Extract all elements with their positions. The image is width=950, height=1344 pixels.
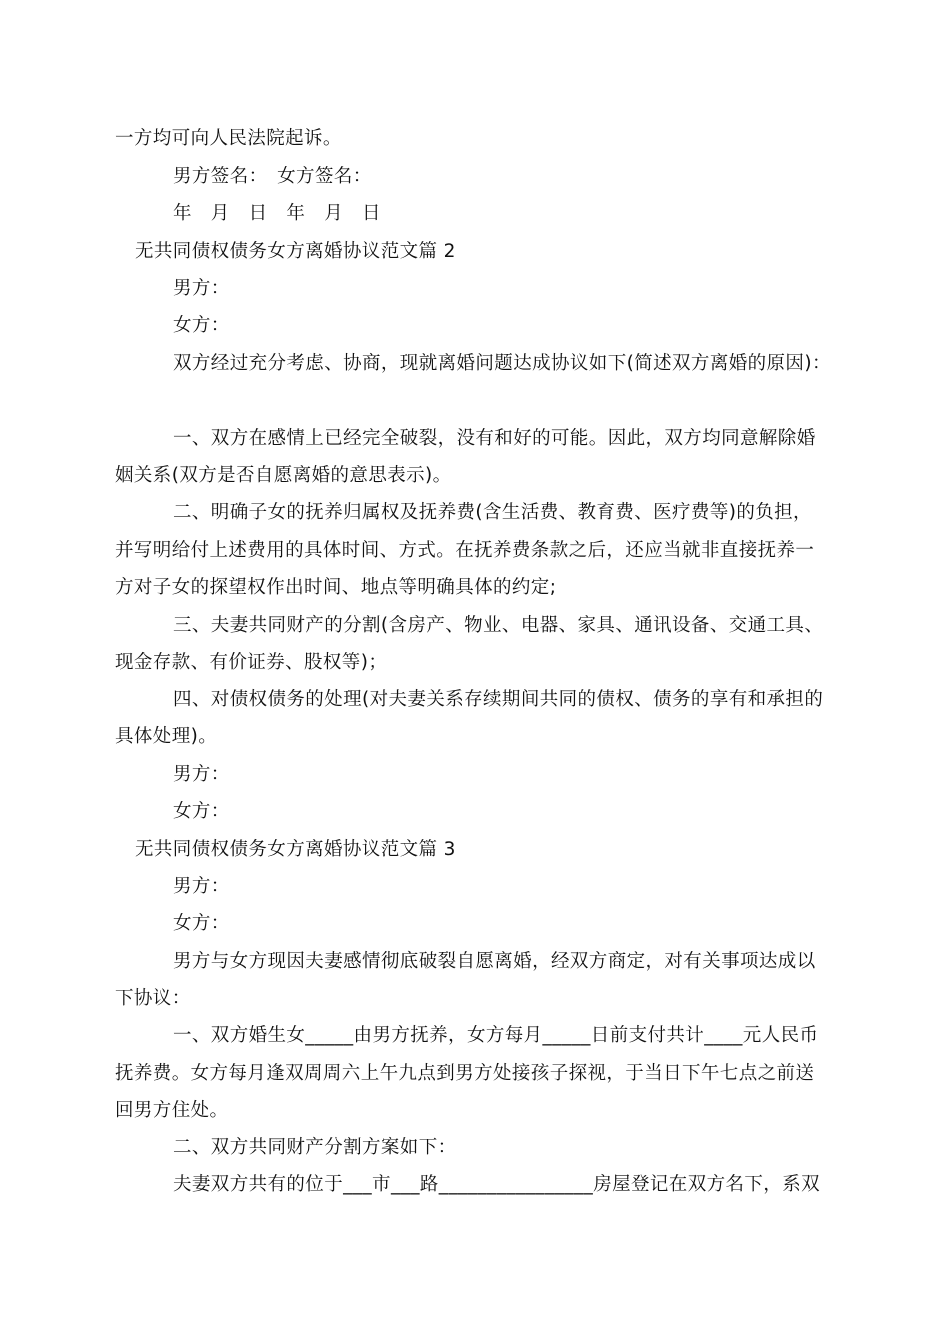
paragraph-line: 二、双方共同财产分割方案如下： <box>173 1137 457 1158</box>
wife-label: 女方： <box>173 913 230 934</box>
paragraph-line: 回男方住处。 <box>115 1100 229 1121</box>
paragraph-line: 夫妻双方共有的位于___市___路________________房屋登记在双方名下，系双 <box>173 1174 821 1195</box>
husband-label: 男方： <box>173 876 230 897</box>
paragraph-line: 双方经过充分考虑、协商，现就离婚问题达成协议如下(简述双方离婚的原因)： <box>173 353 831 374</box>
paragraph-line: 具体处理)。 <box>115 726 218 747</box>
paragraph-line: 二、明确子女的抚养归属权及抚养费(含生活费、教育费、医疗费等)的负担， <box>173 502 812 523</box>
paragraph-line: 姻关系(双方是否自愿离婚的意思表示)。 <box>115 465 452 486</box>
text-line: 一方均可向人民法院起诉。 <box>115 128 342 149</box>
wife-label: 女方： <box>173 801 230 822</box>
date-line: 年 月 日 年 月 日 <box>173 203 381 224</box>
wife-label: 女方： <box>173 315 230 336</box>
paragraph-line: 并写明给付上述费用的具体时间、方式。在抚养费条款之后，还应当就非直接抚养一 <box>115 540 815 561</box>
paragraph-line: 男方与女方现因夫妻感情彻底破裂自愿离婚，经双方商定，对有关事项达成以 <box>173 951 816 972</box>
paragraph-line: 一、双方在感情上已经完全破裂，没有和好的可能。因此，双方均同意解除婚 <box>173 428 816 449</box>
signature-labels: 男方签名： 女方签名： <box>173 166 372 187</box>
paragraph-line: 三、夫妻共同财产的分割(含房产、物业、电器、家具、通讯设备、交通工具、 <box>173 615 824 636</box>
paragraph-line: 抚养费。女方每月逢双周周六上午九点到男方处接孩子探视，于当日下午七点之前送 <box>115 1063 815 1084</box>
paragraph-line: 方对子女的探望权作出时间、地点等明确具体的约定; <box>115 577 557 598</box>
paragraph-line: 四、对债权债务的处理(对夫妻关系存续期间共同的债权、债务的享有和承担的 <box>173 689 824 710</box>
husband-label: 男方： <box>173 764 230 785</box>
paragraph-line: 下协议： <box>115 988 191 1009</box>
paragraph-line: 现金存款、有价证券、股权等)； <box>115 652 388 673</box>
section-heading: 无共同债权债务女方离婚协议范文篇 2 <box>135 241 456 262</box>
husband-label: 男方： <box>173 278 230 299</box>
paragraph-line: 一、双方婚生女_____由男方抚养，女方每月_____日前支付共计____元人民币 <box>173 1025 819 1046</box>
section-heading: 无共同债权债务女方离婚协议范文篇 3 <box>135 839 456 860</box>
